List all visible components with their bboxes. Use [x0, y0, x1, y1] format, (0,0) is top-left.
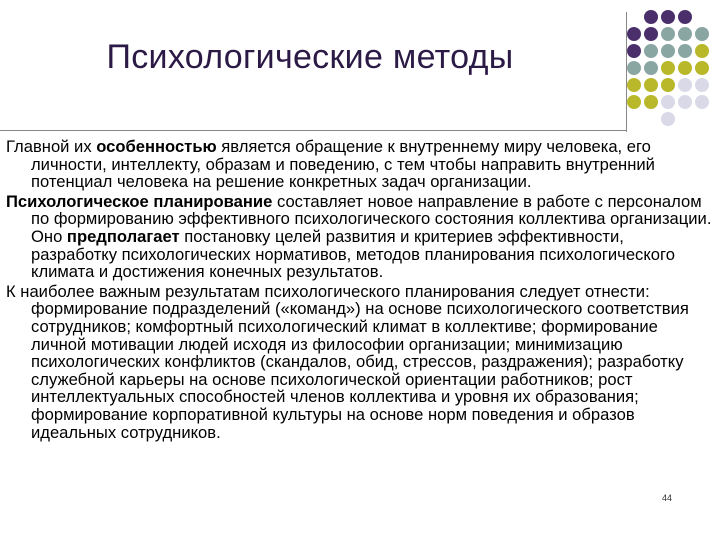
decor-dot	[695, 44, 709, 58]
title-divider	[0, 130, 627, 131]
decor-dot	[661, 44, 675, 58]
paragraph-text: К наиболее важным результатам психологического планирования следует отнести: формирование подразделений («команд») на основе психологического соответствия сотрудников; комфортный психологический климат в коллективе; формирование личной мотивации людей исходя из философии организации; минимизацию психологических конфликтов (скандалов, обид, стрессов, раздражения); разработку служебной карьеры на основе психологической ориентации работников; рост интеллектуальных способностей членов коллектива и уровня их образования; формирование корпоративной культуры на основе норм поведения и образов идеальных сотрудников.	[6, 281, 689, 442]
paragraph-text: постановку целей развития и критериев эффективности, разработку психологических нормативов, методов планирования психологического климата и достижения конечных результатов.	[31, 226, 675, 282]
paragraph-results	[6, 283, 712, 441]
decor-dot	[678, 44, 692, 58]
decor-dot	[678, 61, 692, 75]
decor-dot	[627, 61, 641, 75]
emphasis-text: Психологическое планирование	[6, 191, 273, 211]
decor-dot	[695, 78, 709, 92]
decor-dot	[661, 27, 675, 41]
decor-dot	[627, 44, 641, 58]
page-number: 44	[662, 493, 673, 503]
emphasis-text: особенностью	[96, 137, 217, 156]
emphasis-text: предполагает	[66, 226, 180, 246]
decor-dot	[644, 95, 658, 109]
decor-dot	[661, 61, 675, 75]
slide-title: Психологические методы	[106, 38, 514, 76]
paragraph-text: является обращение к внутреннему миру человека, его личности, интеллекту, образам и поведению, с тем чтобы направить внутренний потенциал человека на решение конкретных задач организации.	[31, 137, 655, 192]
decor-dot	[644, 61, 658, 75]
decor-dot	[644, 10, 658, 24]
paragraph-planning	[6, 193, 712, 281]
decor-dot	[627, 27, 641, 41]
decor-dot	[644, 44, 658, 58]
decor-dot	[678, 10, 692, 24]
decor-dot	[661, 95, 675, 109]
decor-dot	[627, 78, 641, 92]
decor-dot	[695, 61, 709, 75]
decor-dot	[678, 27, 692, 41]
decor-dot	[627, 95, 641, 109]
paragraph-text: Главной их	[6, 137, 97, 156]
slide-body	[6, 138, 712, 443]
paragraph-features	[6, 138, 712, 191]
decorative-dot-grid	[633, 8, 720, 118]
decor-dot	[644, 78, 658, 92]
decor-dot	[661, 78, 675, 92]
decor-dot	[661, 10, 675, 24]
paragraph-text: составляет новое направление в работе с персоналом по формированию эффективного психологического состояния коллектива организации. Оно	[31, 191, 712, 246]
decor-dot	[678, 95, 692, 109]
decor-dot	[678, 78, 692, 92]
decor-dot	[695, 27, 709, 41]
decor-dot	[661, 112, 675, 126]
decor-dot	[695, 95, 709, 109]
decor-dot	[644, 27, 658, 41]
